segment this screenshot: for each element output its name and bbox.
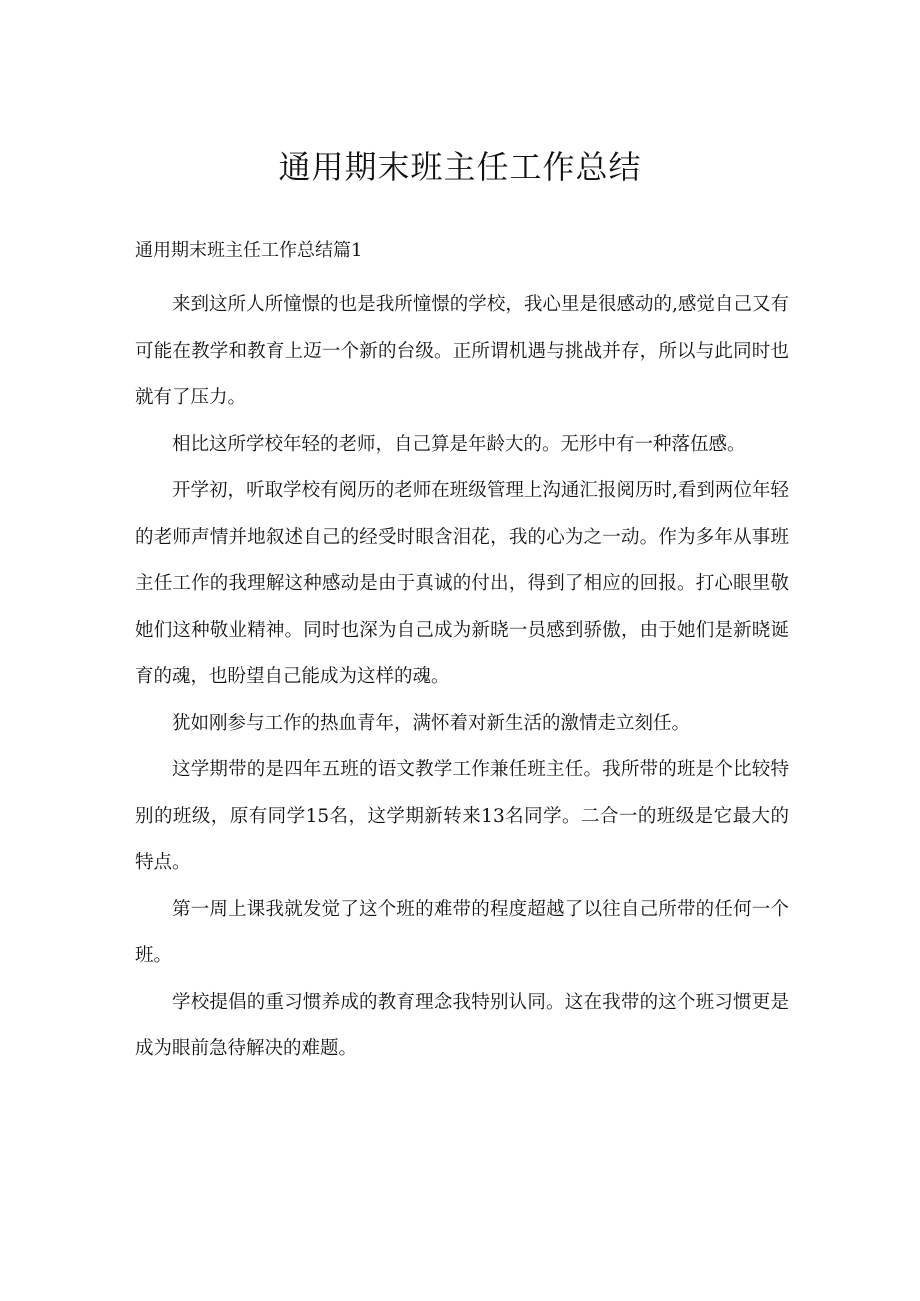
paragraph-7: 学校提倡的重习惯养成的教育理念我特别认同。这在我带的这个班习惯更是成为眼前急待解决的难题。 [135,991,789,1059]
paragraph-2: 相比这所学校年轻的老师，自己算是年龄大的。无形中有一种落伍感。 [172,433,746,455]
paragraph-5: 这学期带的是四年五班的语文教学工作兼任班主任。我所带的班是个比较特别的班级，原有同学15名，这学期新转来13名同学。二合一的班级是它最大的特点。 [135,759,789,873]
paragraph-1: 来到这所人所憧憬的也是我所憧憬的学校，我心里是很感动的,感觉自己又有可能在教学和教育上迈一个新的台级。正所谓机遇与挑战并存，所以与此同时也就有了压力。 [135,294,789,408]
paragraph-4: 犹如刚参与工作的热血青年，满怀着对新生活的激情走立刻任。 [172,712,691,734]
section-heading: 通用期末班主任工作总结篇1 [135,240,363,261]
document-body [135,282,789,1073]
document-title: 通用期末班主任工作总结 [278,148,642,186]
paragraph-6: 第一周上课我就发觉了这个班的难带的程度超越了以往自己所带的任何一个班。 [135,898,789,966]
paragraph-3: 开学初，听取学校有阅历的老师在班级管理上沟通汇报阅历时,看到两位年轻的老师声情并地叙述自己的经受时眼含泪花，我的心为之一动。作为多年从事班主任工作的我理解这种感动是由于真诚的付出，得到了相应的回报。打心眼里敬她们这种敬业精神。同时也深为自己成为新晓一员感到骄傲，由于她们是新晓诞育的魂，也盼望自己能成为这样的魂。 [135,480,789,687]
